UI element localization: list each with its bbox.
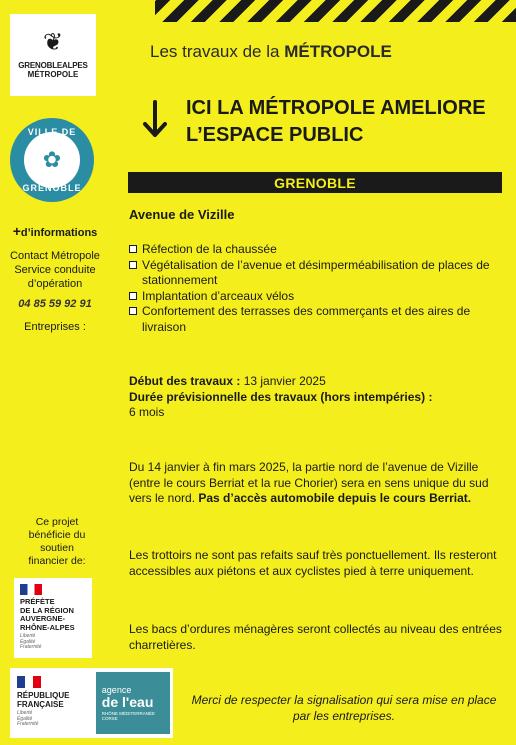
subtitle-prefix: Les travaux de la bbox=[150, 42, 285, 61]
funding-line: Ce projet bbox=[35, 516, 79, 528]
motto-line: Fraternité bbox=[17, 721, 39, 727]
metropole-emblem-icon: ❦ bbox=[42, 29, 64, 56]
motto bbox=[14, 634, 41, 651]
contact-block bbox=[0, 249, 110, 291]
republique-francaise-logo bbox=[10, 668, 94, 738]
plus-icon: + bbox=[12, 223, 21, 239]
prefete-line: RHÔNE-ALPES bbox=[20, 622, 75, 632]
funding-line: financier de: bbox=[28, 555, 86, 567]
sidewalk-paragraph: Les trottoirs ne sont pas refaits sauf très ponctuellement. Ils resteront accessibles aux piétons et aux cyclistes pied à terre uniquement. bbox=[129, 548, 497, 578]
prefete-region-logo bbox=[14, 578, 92, 658]
motto-line: Égalité bbox=[17, 715, 33, 722]
republique-line: RÉPUBLIQUE bbox=[17, 691, 70, 700]
metropole-logo-line2: MÉTROPOLE bbox=[27, 70, 79, 79]
traffic-paragraph: Du 14 janvier à fin mars 2025, la partie nord de l’avenue de Vizille (entre le cours Berriat et la rue Chorier) sera en sens unique du sud vers le nord. Pas d’accès automobile depuis le cours Berriat. bbox=[129, 460, 489, 505]
subtitle-strong: MÉTROPOLE bbox=[284, 42, 392, 61]
works-dates bbox=[129, 374, 504, 421]
works-list bbox=[129, 242, 504, 335]
checkbox-icon bbox=[129, 261, 137, 269]
prefete-line: AUVERGNE- bbox=[20, 614, 66, 623]
contact-line: Service conduite bbox=[14, 264, 96, 276]
entreprises-label: Entreprises : bbox=[24, 321, 86, 333]
funding-line: soutien bbox=[40, 542, 74, 554]
list-item: Confortement des terrasses des commerçants et des aires de livraison bbox=[129, 304, 504, 335]
marianne-flag-icon bbox=[17, 676, 41, 688]
agence-line: de l'eau bbox=[101, 694, 154, 710]
thanks-note: Merci de respecter la signalisation qui sera mise en place par les entreprises. bbox=[191, 693, 497, 723]
metropole-logo-line1: GRENOBLEALPES bbox=[18, 61, 88, 70]
agence-line: agence bbox=[101, 685, 132, 695]
grenoble-alpes-metropole-logo bbox=[10, 14, 96, 96]
motto bbox=[10, 711, 94, 728]
ville-logo-top: VILLE DE bbox=[27, 127, 77, 137]
arrow-down-icon bbox=[142, 100, 168, 140]
list-item: Implantation d’arceaux vélos bbox=[129, 289, 504, 305]
motto-line: Égalité bbox=[20, 638, 36, 645]
motto-line: Fraternité bbox=[20, 644, 42, 650]
avenue-name: Avenue de Vizille bbox=[129, 207, 235, 222]
funding-note bbox=[12, 516, 102, 568]
duration-value: 6 mois bbox=[129, 405, 165, 419]
duration-label: Durée prévisionnelle des travaux (hors intempéries) : bbox=[129, 389, 433, 404]
motto-line: Liberté bbox=[17, 710, 33, 716]
republique-line: FRANÇAISE bbox=[17, 700, 64, 709]
more-info-label bbox=[0, 224, 110, 240]
checkbox-icon bbox=[129, 292, 137, 300]
prefete-line: DE LA RÉGION bbox=[20, 605, 74, 615]
ville-logo-bottom: GRENOBLE bbox=[22, 183, 82, 193]
page-title bbox=[186, 95, 486, 149]
start-value: 13 janvier 2025 bbox=[240, 374, 326, 388]
city-banner: GRENOBLE bbox=[128, 172, 502, 193]
start-label: Début des travaux : bbox=[129, 374, 241, 388]
ville-de-grenoble-logo bbox=[10, 118, 94, 202]
hazard-stripes bbox=[155, 0, 516, 22]
title-line: L’ESPACE PUBLIC bbox=[186, 124, 364, 146]
funding-line: bénéficie du bbox=[28, 529, 86, 541]
agence-line: RHÔNE MÉDITERRANÉE CORSE bbox=[101, 711, 156, 721]
prefete-line: PRÉFÈTE bbox=[20, 597, 55, 606]
three-roses-icon: ✿ bbox=[24, 132, 80, 188]
contact-line: d’opération bbox=[27, 278, 83, 290]
agence-de-l-eau-logo bbox=[96, 672, 170, 734]
list-item: Végétalisation de l’avenue et désimperméabilisation de places de stationnement bbox=[129, 258, 504, 289]
no-access-notice: Pas d’accès automobile depuis le cours Berriat. bbox=[198, 491, 472, 505]
partner-logos bbox=[10, 668, 173, 738]
list-item: Réfection de la chaussée bbox=[129, 242, 504, 258]
motto-line: Liberté bbox=[20, 633, 36, 639]
title-line: ICI LA MÉTROPOLE AMELIORE bbox=[186, 97, 486, 119]
checkbox-icon bbox=[129, 245, 137, 253]
contact-line: Contact Métropole bbox=[10, 250, 100, 262]
marianne-flag-icon bbox=[20, 584, 42, 595]
info-label-text: d’informations bbox=[20, 227, 98, 239]
header-subtitle bbox=[150, 42, 392, 62]
contact-phone[interactable]: 04 85 59 92 91 bbox=[18, 298, 92, 310]
waste-paragraph: Les bacs d’ordures ménagères seront collectés au niveau des entrées charretières. bbox=[129, 622, 502, 652]
checkbox-icon bbox=[129, 307, 137, 315]
